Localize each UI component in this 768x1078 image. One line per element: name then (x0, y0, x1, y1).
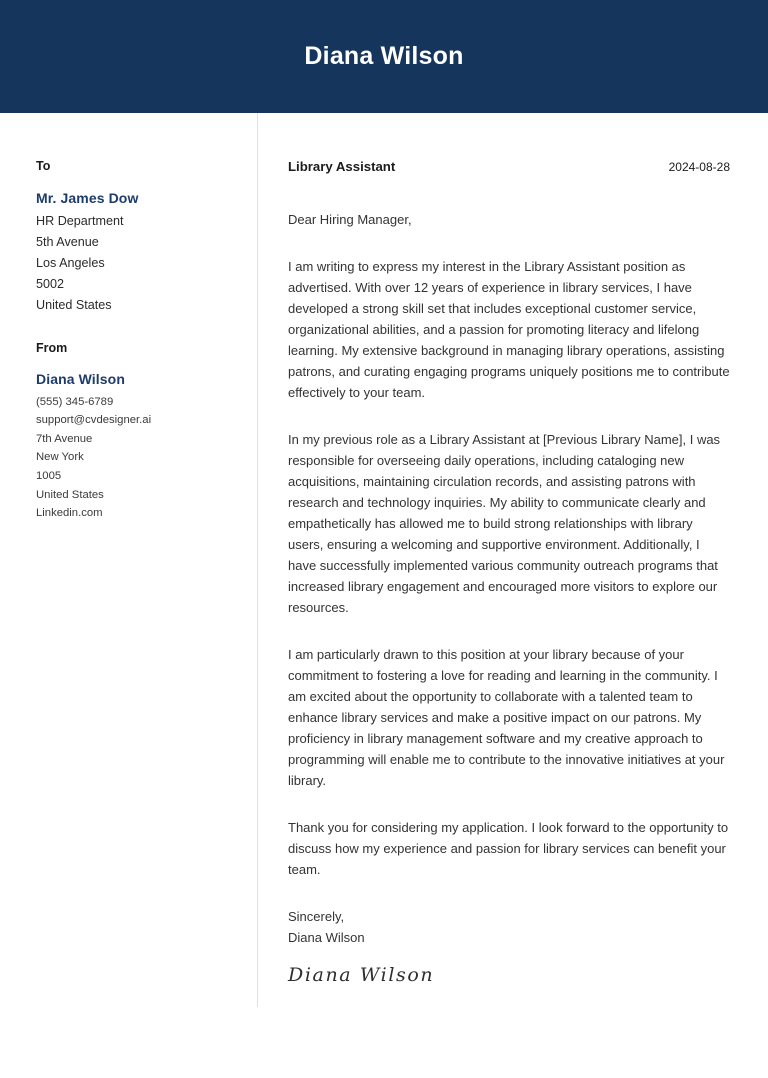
sender-name: Diana Wilson (36, 371, 125, 388)
recipient-address-line: United States (36, 297, 112, 312)
sender-address-line: 7th Avenue (36, 432, 93, 445)
page-title: Diana Wilson (304, 42, 464, 70)
recipient-name: Mr. James Dow (36, 189, 139, 206)
closing-salutation: Sincerely, (288, 909, 345, 925)
sender-phone: (555) 345-6789 (36, 395, 114, 408)
contact-sidebar (0, 113, 257, 523)
recipient-address-line: HR Department (36, 213, 124, 228)
recipient-address-line: Los Angeles (36, 255, 105, 270)
letter-date: 2024-08-28 (668, 160, 730, 174)
signer-name: Diana Wilson (288, 930, 365, 946)
letter-paragraph: Thank you for considering my application. I look forward to the opportunity to discuss how my experience and passion for library services can benefit your team. (288, 820, 729, 878)
sender-address-line: United States (36, 488, 104, 501)
sender-label: From (36, 340, 68, 355)
recipient-address-line: 5th Avenue (36, 234, 99, 249)
letter-paragraph: I am writing to express my interest in the Library Assistant position as advertised. With over 12 years of experience in library services, I have developed a strong skill set that includes exceptional customer service, organizational abilities, and a passion for promoting literacy and lifelong learning. My extensive background in managing library operations, assisting patrons, and curating engaging programs uniquely positions me to contribute effectively to your team. (288, 259, 730, 401)
sender-email: support@cvdesigner.ai (36, 414, 152, 427)
letter-paragraph: In my previous role as a Library Assistant at [Previous Library Name], I was responsible for overseeing daily operations, including cataloging new acquisitions, maintaining circulation records, and assisting patrons with research and technology inquiries. My ability to communicate clearly and empathetically has allowed me to build strong relationships with library users, ensuring a welcoming and supportive environment. Additionally, I have successfully implemented various community outreach programs that increased library engagement and encouraged more visitors to explore our resources. (288, 432, 721, 616)
letter-content (257, 113, 768, 987)
job-title: Library Assistant (288, 159, 396, 174)
recipient-address-line: 5002 (36, 276, 65, 291)
sender-address-line: 1005 (36, 469, 62, 482)
sender-block (36, 342, 227, 523)
recipient-label: To (36, 159, 51, 173)
signature: Diana Wilson (288, 964, 435, 987)
recipient-block (36, 160, 227, 316)
header-banner (0, 0, 768, 113)
column-divider (257, 113, 258, 1007)
letter-body (0, 113, 768, 987)
salutation: Dear Hiring Manager, (288, 212, 412, 228)
sender-address-line: New York (36, 451, 84, 464)
letter-header-row (288, 160, 730, 173)
sender-website: Linkedin.com (36, 507, 103, 520)
letter-paragraph: I am particularly drawn to this position at your library because of your commitment to fostering a love for reading and learning in the community. I am excited about the opportunity to collaborate with a talented team to enhance library services and make a positive impact on our patrons. My proficiency in library management software and my creative approach to programming will enable me to contribute to the innovative initiatives at your library. (288, 647, 725, 789)
